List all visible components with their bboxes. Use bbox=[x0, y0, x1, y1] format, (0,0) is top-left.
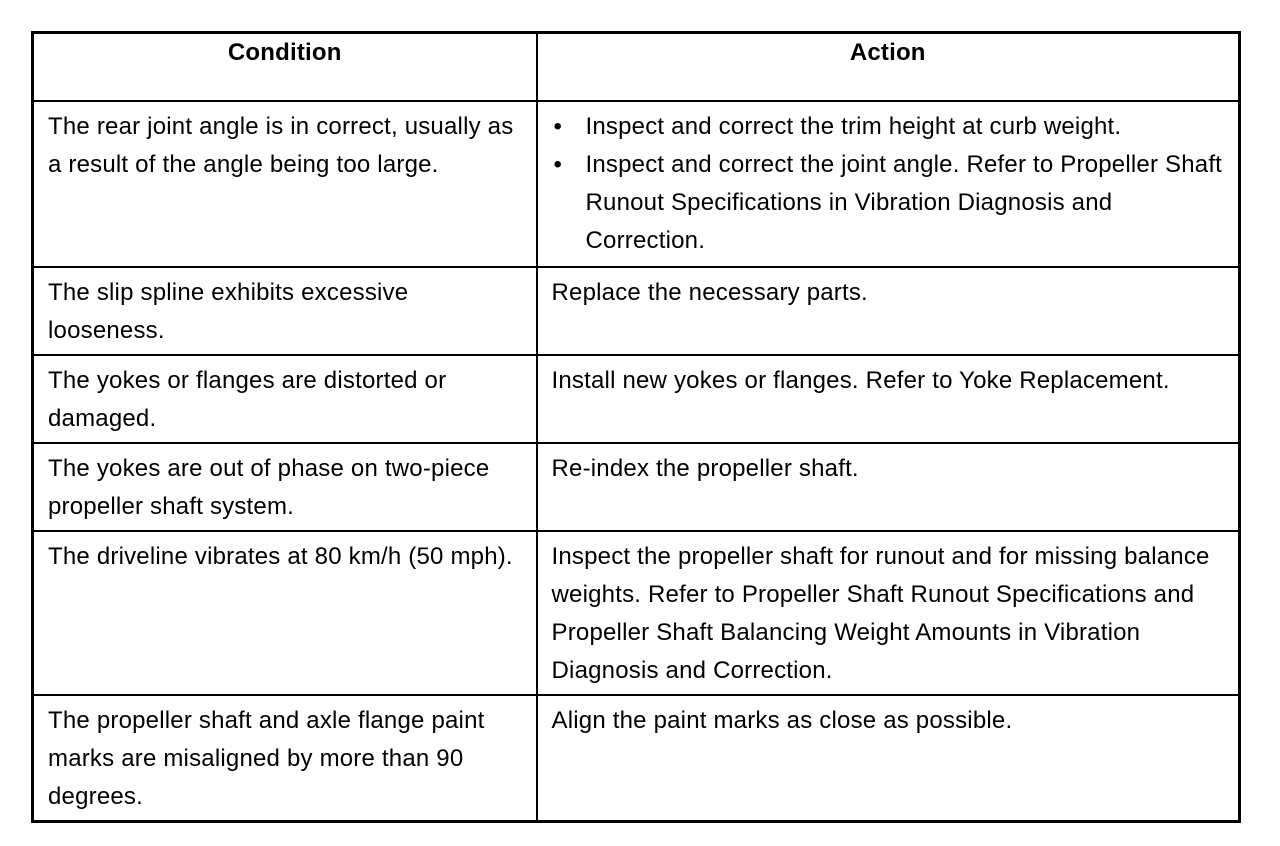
table-row bbox=[33, 267, 1240, 355]
action-cell bbox=[537, 267, 1240, 355]
table-row bbox=[33, 355, 1240, 443]
action-cell bbox=[537, 355, 1240, 443]
condition-column-header: Condition bbox=[33, 33, 537, 101]
action-text: Re-index the propeller shaft. bbox=[551, 454, 859, 482]
action-text: Replace the necessary parts. bbox=[551, 278, 868, 306]
action-cell bbox=[537, 695, 1240, 822]
condition-text: The propeller shaft and axle flange paint marks are misaligned by more than 90 degrees. bbox=[48, 706, 485, 810]
bullet-icon: • bbox=[553, 112, 563, 140]
action-cell bbox=[537, 101, 1240, 267]
action-text: Inspect the propeller shaft for runout and for missing balance weights. Refer to Propeller Shaft Runout Specifications and Propeller Shaft Balancing Weight Amounts in Vibration Diagnosis and Correction. bbox=[551, 542, 1210, 684]
condition-cell bbox=[33, 267, 537, 355]
table-row bbox=[33, 443, 1240, 531]
header-row bbox=[33, 33, 1240, 101]
condition-text: The driveline vibrates at 80 km/h (50 mph). bbox=[48, 542, 513, 570]
action-bullet-item bbox=[552, 108, 1231, 146]
action-cell bbox=[537, 531, 1240, 695]
diagnosis-table bbox=[31, 31, 1241, 823]
action-bullet-list bbox=[552, 108, 1231, 260]
condition-text: The yokes or flanges are distorted or damaged. bbox=[48, 366, 447, 432]
condition-cell bbox=[33, 355, 537, 443]
action-bullet-item bbox=[552, 146, 1231, 260]
table-row bbox=[33, 531, 1240, 695]
bullet-icon: • bbox=[553, 150, 563, 178]
action-text: Align the paint marks as close as possible. bbox=[551, 706, 1013, 734]
condition-cell bbox=[33, 443, 537, 531]
condition-text: The slip spline exhibits excessive looseness. bbox=[48, 278, 409, 344]
condition-cell bbox=[33, 101, 537, 267]
condition-cell bbox=[33, 531, 537, 695]
condition-text: The rear joint angle is in correct, usually as a result of the angle being too large. bbox=[48, 112, 514, 178]
condition-text: The yokes are out of phase on two-piece propeller shaft system. bbox=[48, 454, 490, 520]
action-column-header: Action bbox=[537, 33, 1240, 101]
action-bullet-text: Inspect and correct the trim height at curb weight. bbox=[585, 112, 1122, 140]
action-text: Install new yokes or flanges. Refer to Yoke Replacement. bbox=[551, 366, 1170, 394]
table-row bbox=[33, 695, 1240, 822]
action-cell bbox=[537, 443, 1240, 531]
condition-cell bbox=[33, 695, 537, 822]
action-bullet-text: Inspect and correct the joint angle. Refer to Propeller Shaft Runout Specifications in Vibration Diagnosis and Correction. bbox=[585, 150, 1223, 254]
table-row bbox=[33, 101, 1240, 267]
